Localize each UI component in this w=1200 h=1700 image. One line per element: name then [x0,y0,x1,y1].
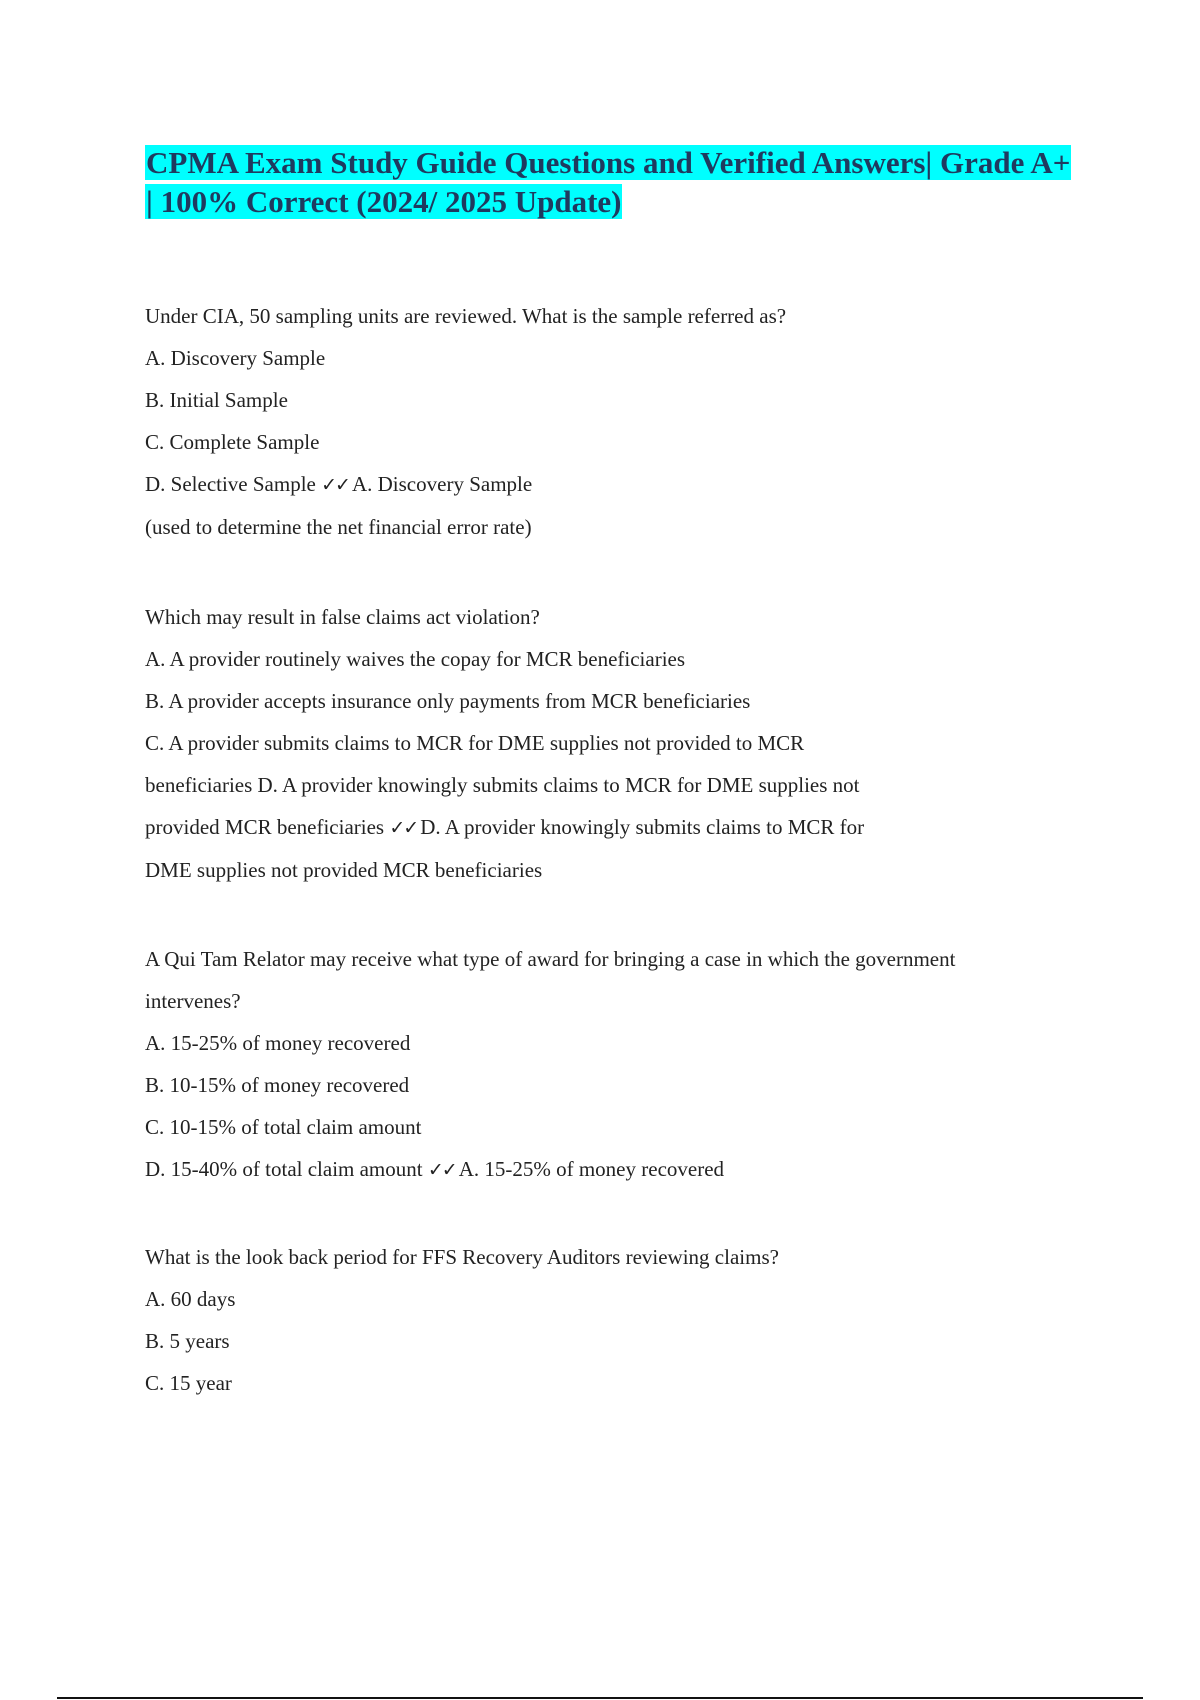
option-d: provided MCR beneficiaries [145,815,385,839]
title-highlight: CPMA Exam Study Guide Questions and Verified Answers| Grade A+ | 100% Correct (2024/ 2025 Update) [146,145,1071,219]
question-block-2 [145,596,1095,891]
option-d-with-answer [145,463,1095,506]
option-d-with-answer [145,1148,1095,1191]
question-block-3 [145,938,1095,1191]
question-block-1 [145,295,1095,548]
option-d-with-answer [145,806,1095,849]
check-mark-icon: ✓✓ [427,1159,456,1181]
option-a: A. A provider routinely waives the copay for MCR beneficiaries [145,647,686,671]
option-b: B. 10-15% of money recovered [145,1073,410,1097]
question-block-4 [145,1236,1095,1404]
answer-text: A. Discovery Sample [351,472,533,496]
check-mark-icon: ✓✓ [321,474,349,496]
option-d: D. 15-40% of total claim amount [145,1157,423,1181]
option-c: C. 15 year [145,1371,232,1395]
answer-text: A. 15-25% of money recovered [458,1157,725,1181]
option-c: C. 10-15% of total claim amount [145,1115,422,1139]
option-d: D. Selective Sample [145,472,316,496]
option-c-continued: beneficiaries D. A provider knowingly submits claims to MCR for DME supplies not [145,773,860,797]
answer-text: D. A provider knowingly submits claims to MCR for [420,815,865,839]
option-b: B. Initial Sample [145,388,288,412]
option-b: B. 5 years [145,1329,230,1353]
check-mark-icon: ✓✓ [389,817,418,839]
question-text: What is the look back period for FFS Recovery Auditors reviewing claims? [145,1245,779,1269]
option-a: A. Discovery Sample [145,346,326,370]
footer-divider [57,1697,1143,1699]
option-b: B. A provider accepts insurance only payments from MCR beneficiaries [145,689,751,713]
answer-continued: DME supplies not provided MCR beneficiaries [145,858,543,882]
question-text-line-2: intervenes? [145,989,241,1013]
question-text-line-1: A Qui Tam Relator may receive what type of award for bringing a case in which the government [145,947,956,971]
question-text: Under CIA, 50 sampling units are reviewed. What is the sample referred as? [145,304,787,328]
option-c: C. Complete Sample [145,430,320,454]
option-a: A. 15-25% of money recovered [145,1031,411,1055]
option-c: C. A provider submits claims to MCR for DME supplies not provided to MCR [145,731,805,755]
question-text: Which may result in false claims act violation? [145,605,540,629]
option-a: A. 60 days [145,1287,236,1311]
document-title [145,143,1075,221]
answer-note: (used to determine the net financial error rate) [145,515,532,539]
